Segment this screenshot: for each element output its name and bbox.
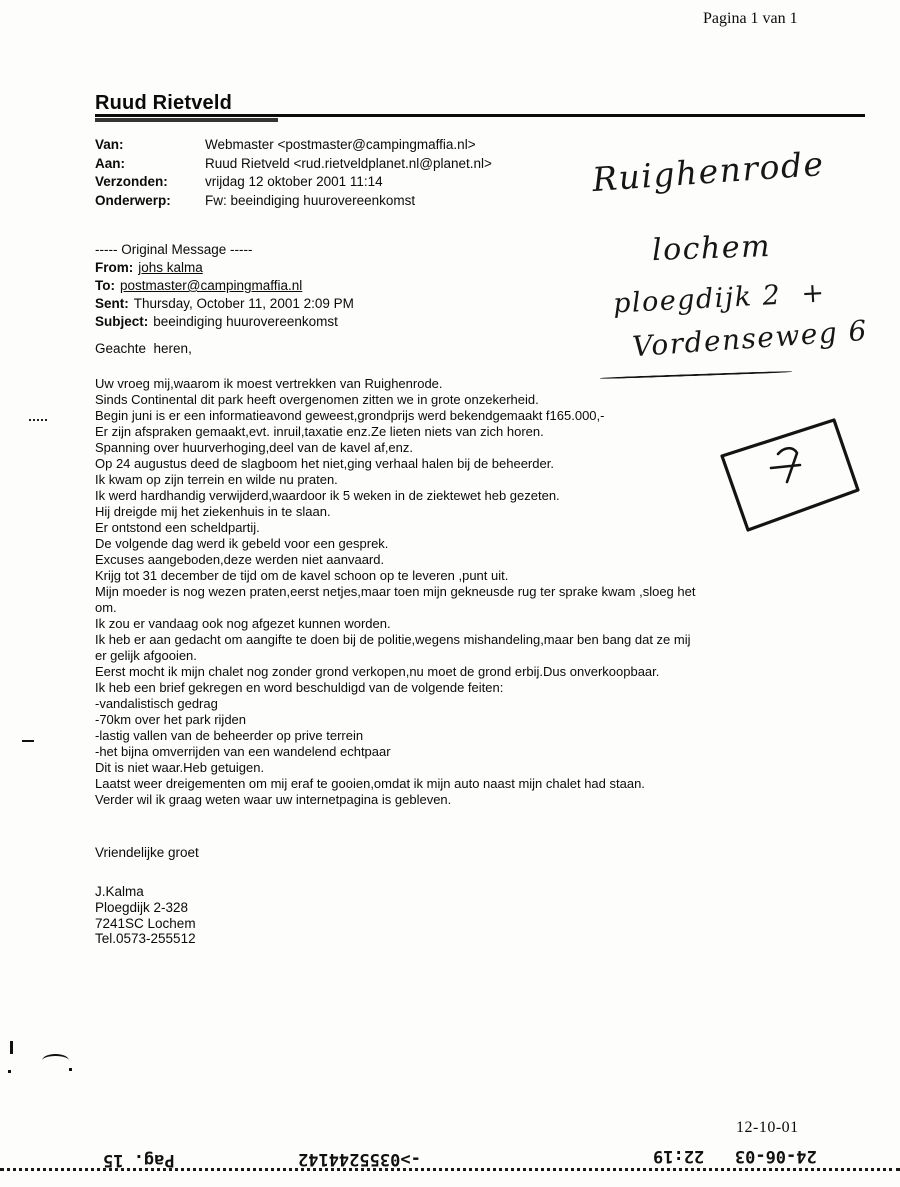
page-number: Pagina 1 van 1: [703, 10, 798, 27]
handwritten-box-with-7: [708, 410, 876, 542]
handwritten-note-ruighenrode: Ruighenrode: [590, 143, 826, 200]
body-line: Ik heb een brief gekregen en word beschuldigd van de volgende feiten:: [95, 680, 504, 695]
original-message-to: [95, 277, 354, 295]
subject-label: Subject:: [95, 314, 149, 329]
scan-artifact-dot: [8, 1070, 11, 1073]
body-line: -het bijna omverrijden van een wandelend echtpaar: [95, 744, 391, 759]
header-value-aan: Ruud Rietveld <rud.rietveldplanet.nl@planet.nl>: [205, 155, 492, 171]
header-row-aan: [95, 155, 492, 174]
scan-date: 12-10-01: [736, 1119, 799, 1136]
header-label-verzonden: Verzonden:: [95, 174, 168, 190]
to-value: postmaster@campingmaffia.nl: [120, 278, 303, 293]
scan-artifact-dot: [69, 1068, 72, 1071]
body-line: Er zijn afspraken gemaakt,evt. inruil,taxatie enz.Ze lieten niets van zich horen.: [95, 424, 544, 439]
fax-footer-page: Pag. 15: [103, 1150, 175, 1170]
body-line: -vandalistisch gedrag: [95, 696, 218, 711]
body-line: Eerst mocht ik mijn chalet nog zonder grond verkopen,nu moet de grond erbij.Dus onverkoopbaar.: [95, 664, 660, 679]
email-body: [95, 376, 805, 808]
header-label-onderwerp: Onderwerp:: [95, 192, 171, 208]
letterhead-rule: [95, 114, 865, 117]
body-line: er gelijk afgooien.: [95, 648, 197, 663]
body-line: Ik zou er vandaag ook nog afgezet kunnen worden.: [95, 616, 391, 631]
original-message-subject: [95, 313, 354, 331]
salutation: Geachte heren,: [95, 341, 192, 356]
email-header-block: [95, 136, 492, 210]
body-line: -70km over het park rijden: [95, 712, 247, 727]
body-line: Begin juni is er een informatieavond geweest,grondprijs werd bekendgemaakt f165.000,-: [95, 408, 605, 423]
signature-block: [95, 884, 196, 947]
header-row-verzonden: [95, 173, 492, 192]
body-line: Dit is niet waar.Heb getuigen.: [95, 760, 265, 775]
handwritten-note-lochem: lochem: [651, 228, 772, 269]
body-line: Hij dreigde mij het ziekenhuis in te slaan.: [95, 504, 331, 519]
body-line: Krijg tot 31 december de tijd om de kavel schoon op te leveren ,punt uit.: [95, 568, 509, 583]
signature-line: Ploegdijk 2-328: [95, 899, 189, 915]
closing: Vriendelijke groet: [95, 845, 199, 860]
body-line: Verder wil ik graag weten waar uw internetpagina is gebleven.: [95, 792, 452, 807]
header-row-van: [95, 136, 492, 155]
body-line: om.: [95, 600, 117, 615]
header-value-verzonden: vrijdag 12 oktober 2001 11:14: [205, 174, 383, 190]
header-value-onderwerp: Fw: beeindiging huurovereenkomst: [205, 192, 416, 208]
header-value-van: Webmaster <postmaster@campingmaffia.nl>: [205, 137, 476, 152]
signature-line: Tel.0573-255512: [95, 931, 196, 947]
signature-line: J.Kalma: [95, 884, 144, 899]
body-line: -lastig vallen van de beheerder op prive terrein: [95, 728, 364, 743]
sent-label: Sent:: [95, 296, 129, 311]
handwritten-note-vordenseweg: Vordenseweg 6: [631, 313, 869, 364]
header-label-van: Van:: [95, 137, 124, 152]
fax-footer-dotted-line: [0, 1168, 900, 1171]
body-line: Sinds Continental dit park heeft overgenomen zitten we in grote onzekerheid.: [95, 392, 539, 407]
subject-value: beeindiging huurovereenkomst: [153, 314, 338, 329]
scan-artifact-arc: [42, 1054, 69, 1067]
scan-artifact-dashes: [29, 419, 47, 421]
handwritten-note-ploegdijk: ploegdijk 2 +: [612, 277, 827, 320]
scan-artifact-dash: [22, 740, 34, 742]
sent-value: Thursday, October 11, 2001 2:09 PM: [133, 296, 354, 311]
body-line: Op 24 augustus deed de slagboom het niet,ging verhaal halen bij de beheerder.: [95, 456, 554, 471]
body-line: De volgende dag werd ik gebeld voor een gesprek.: [95, 536, 389, 551]
from-value: johs kalma: [138, 260, 203, 275]
header-row-onderwerp: [95, 192, 492, 211]
scan-artifact-bar: [10, 1041, 13, 1054]
signature-line: 7241SC Lochem: [95, 915, 196, 931]
body-line: Mijn moeder is nog wezen praten,eerst netjes,maar toen mijn gekneusde rug ter sprake kwam ,sloeg het: [95, 584, 696, 599]
letterhead-name: Ruud Rietveld: [95, 92, 233, 114]
original-message-sent: [95, 295, 354, 313]
fax-footer-datetime: 24-06-03 22:19: [653, 1146, 817, 1166]
body-line: Ik werd hardhandig verwijderd,waardoor ik 5 weken in de ziektewet heb gezeten.: [95, 488, 560, 503]
body-line: Spanning over huurverhoging,deel van de kavel af,enz.: [95, 440, 413, 455]
body-line: Ik kwam op zijn terrein en wilde nu praten.: [95, 472, 338, 487]
original-message-separator: ----- Original Message -----: [95, 242, 253, 257]
body-line: Er ontstond een scheldpartij.: [95, 520, 260, 535]
letterhead-rule-smudge: [95, 118, 278, 122]
body-line: Excuses aangeboden,deze werden niet aanvaard.: [95, 552, 385, 567]
body-line: Ik heb er aan gedacht om aangifte te doen bij de politie,wegens mishandeling,maar ben bang dat ze mij: [95, 632, 691, 647]
fax-footer-number: ->0355244142: [298, 1149, 421, 1169]
to-label: To:: [95, 278, 115, 293]
original-message-from: [95, 259, 354, 277]
from-label: From:: [95, 260, 134, 275]
body-line: Uw vroeg mij,waarom ik moest vertrekken van Ruighenrode.: [95, 376, 443, 391]
body-line: Laatst weer dreigementen om mij eraf te gooien,omdat ik mijn auto naast mijn chalet had staan.: [95, 776, 645, 791]
header-label-aan: Aan:: [95, 155, 125, 171]
original-message-block: [95, 241, 354, 331]
